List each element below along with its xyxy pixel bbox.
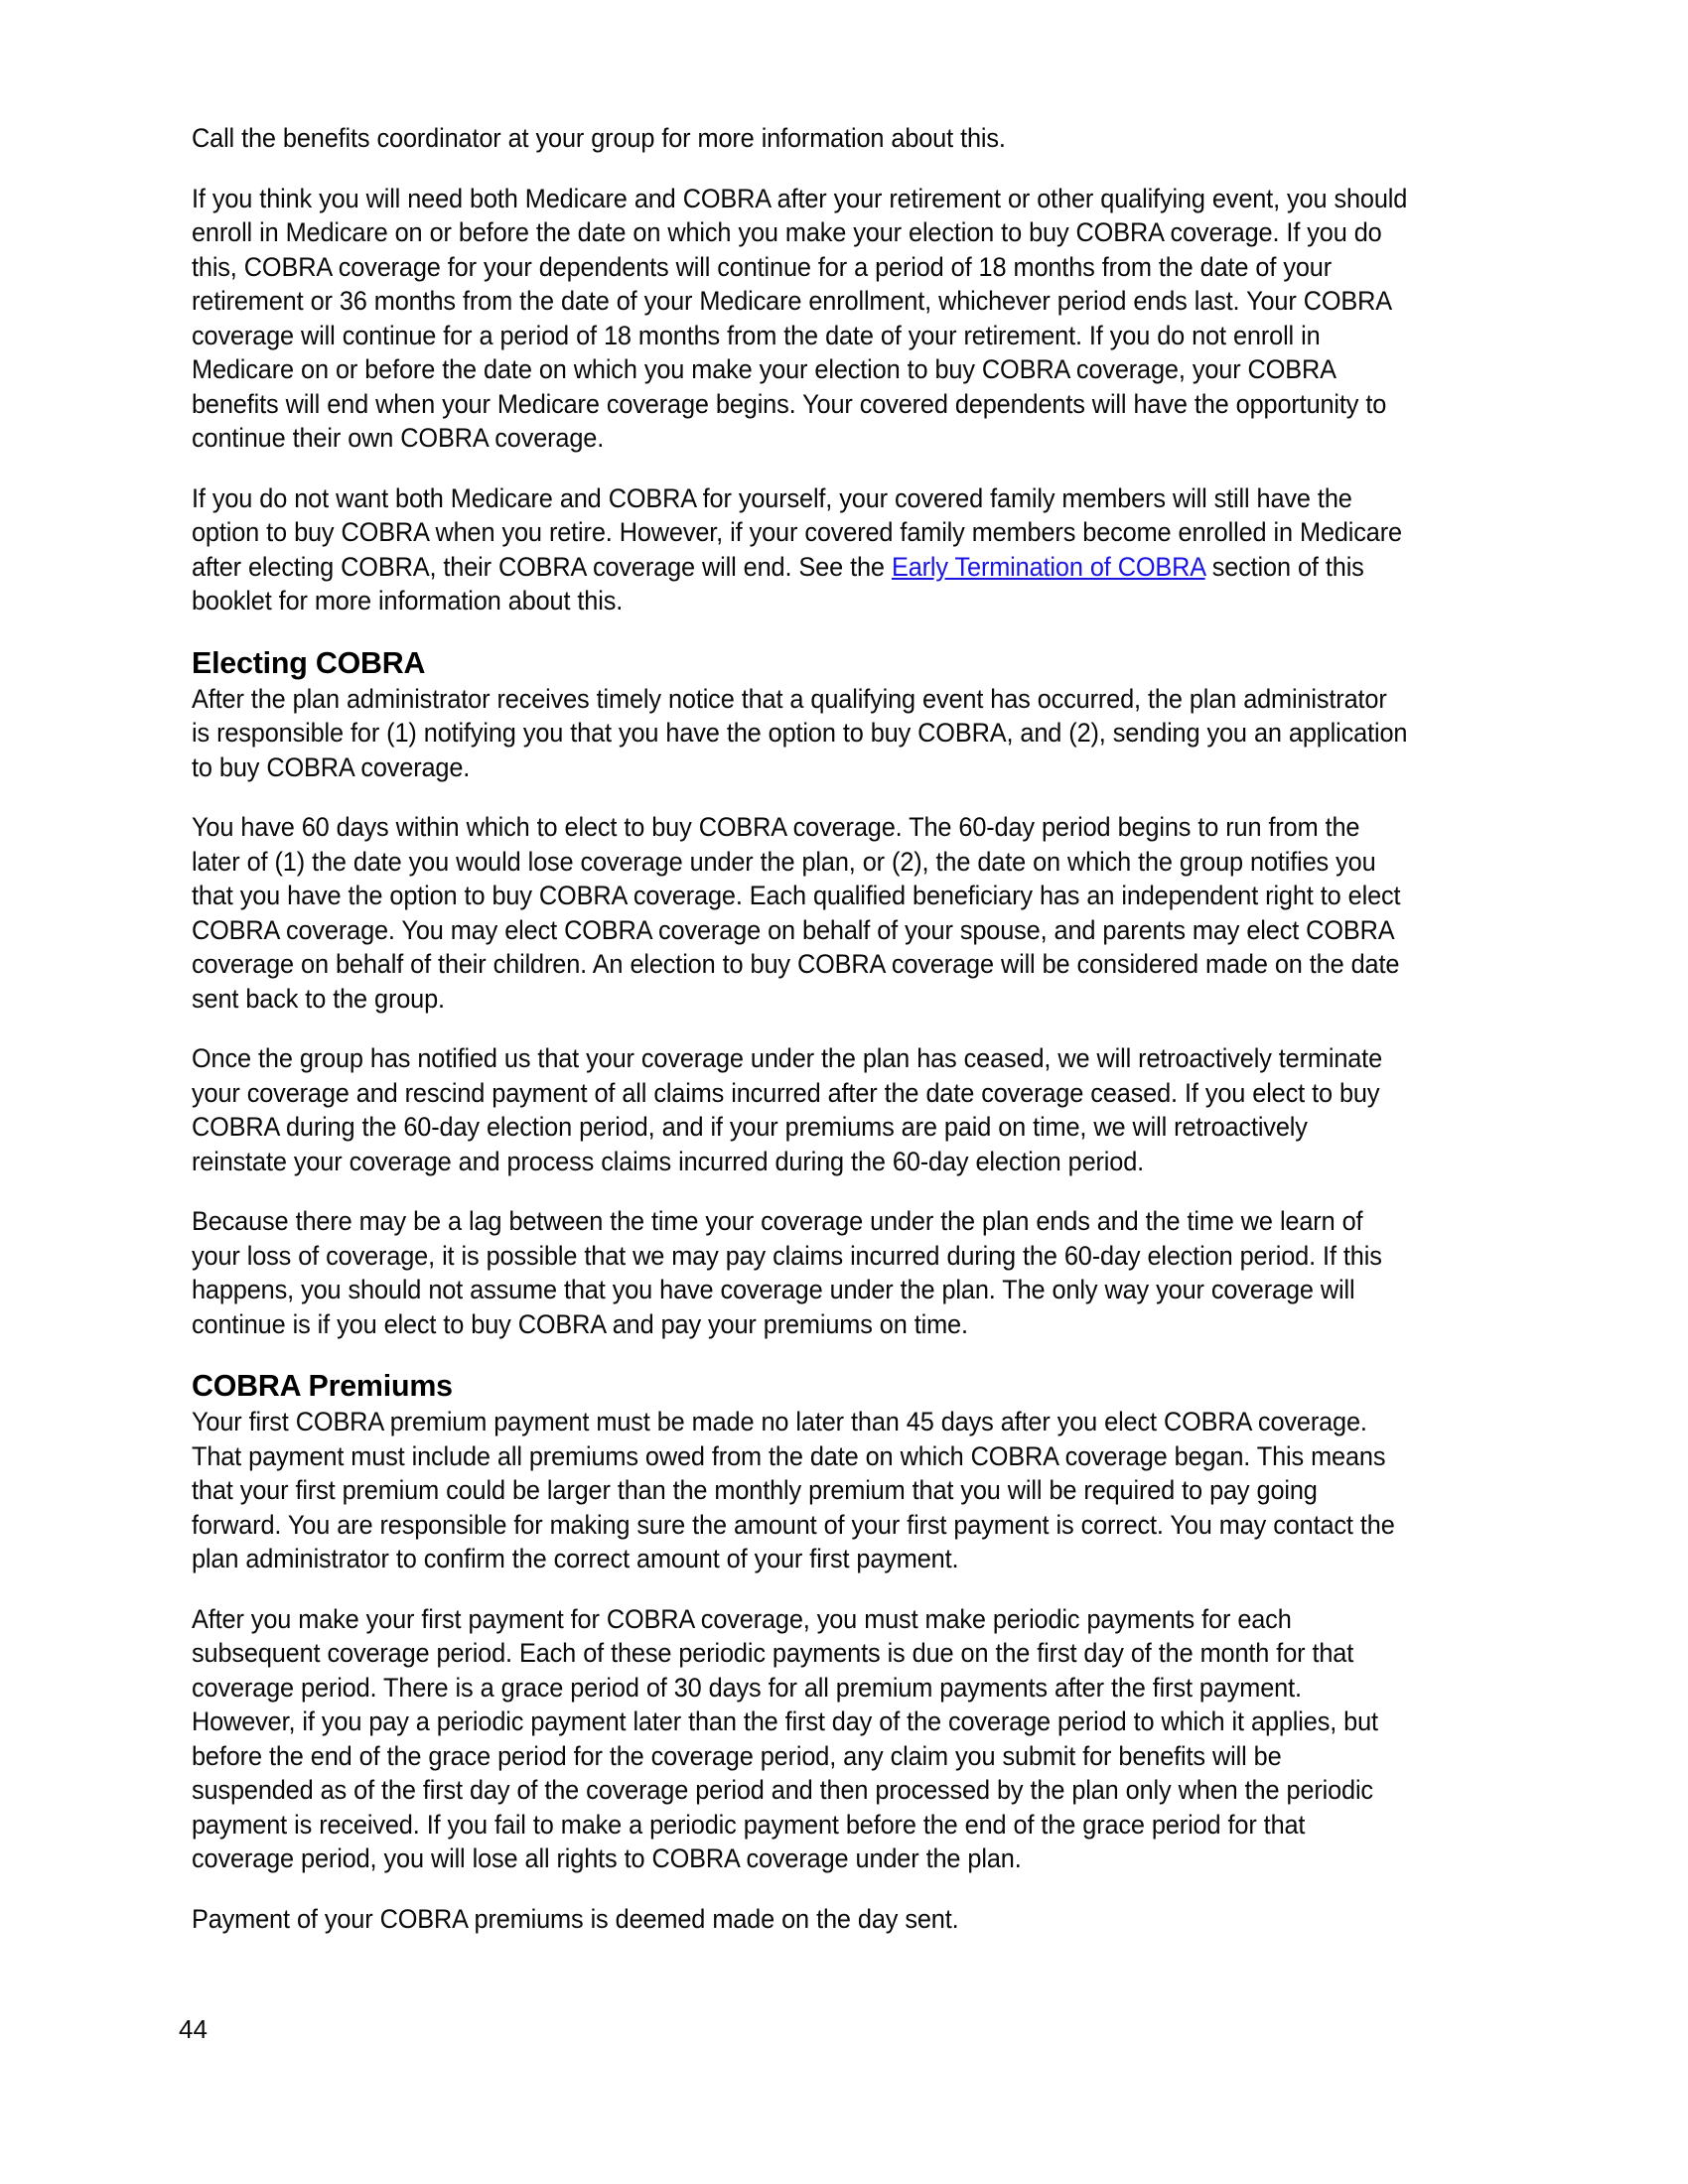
paragraph-premiums-day-sent: Payment of your COBRA premiums is deemed made on the day sent.	[192, 1903, 959, 1934]
paragraph-electing-plan-administrator: After the plan administrator receives timely notice that a qualifying event has occurred, the plan administrator is responsible for (1) notifying you that you have the option to buy COBRA, and (2), sending you an application to buy COBRA coverage.	[192, 683, 1408, 782]
paragraph-call-benefits-coordinator: Call the benefits coordinator at your group for more information about this.	[192, 123, 1006, 153]
paragraph-text-before-link: If you do not want both Medicare and COBRA for yourself, your covered family members will still have the option to buy COBRA when you retire. However, if your covered family members become enrolled in Medicare after electing COBRA, their COBRA coverage will end. See the	[192, 482, 1402, 582]
heading-cobra-premiums: COBRA Premiums	[192, 1368, 453, 1403]
paragraph-electing-retroactive: Once the group has notified us that your coverage under the plan has ceased, we will retroactively terminate your coverage and rescind payment of all claims incurred after the date coverage ceased. If you elect to buy COBRA during the 60-day election period, and if your premiums are paid on time, we will retroactively reinstate your coverage and process claims incurred during the 60-day election period.	[192, 1043, 1383, 1176]
page-content	[192, 121, 1466, 1962]
early-termination-of-cobra-link[interactable]: Early Termination of COBRA	[891, 551, 1205, 582]
heading-electing-cobra: Electing COBRA	[192, 644, 426, 680]
paragraph-electing-lag: Because there may be a lag between the time your coverage under the plan ends and the time we learn of your loss of coverage, it is possible that we may pay claims incurred during the 60-day election period. If this happens, you should not assume that you have coverage under the plan. The only way your coverage will continue is if you elect to buy COBRA and pay your premiums on time.	[192, 1206, 1382, 1339]
paragraph-electing-60-days: You have 60 days within which to elect to buy COBRA coverage. The 60-day period begins to run from the later of (1) the date you would lose coverage under the plan, or (2), the date on which the group notifies you that you have the option to buy COBRA coverage. Each qualified beneficiary has an independent right to elect COBRA coverage. You may elect COBRA coverage on behalf of your spouse, and parents may elect COBRA coverage on behalf of their children. An election to buy COBRA coverage will be considered made on the date sent back to the group.	[192, 812, 1401, 1014]
paragraph-premiums-periodic-payments: After you make your first payment for COBRA coverage, you must make periodic payments for each subsequent coverage period. Each of these periodic payments is due on the first day of the month for that coverage period. There is a grace period of 30 days for all premium payments after the first payment. However, if you pay a periodic payment later than the first day of the coverage period to which it applies, but before the end of the grace period for the coverage period, any claim you submit for benefits will be suspended as of the first day of the coverage period and then processed by the plan only when the periodic payment is received. If you fail to make a periodic payment before the end of the grace period for that coverage period, you will lose all rights to COBRA coverage under the plan.	[192, 1603, 1378, 1873]
page-number: 44	[179, 2014, 208, 2044]
paragraph-medicare-and-cobra: If you think you will need both Medicare and COBRA after your retirement or other qualifying event, you should enroll in Medicare on or before the date on which you make your election to buy COBRA coverage. If you do this, COBRA coverage for your dependents will continue for a period of 18 months from the date of your retirement or 36 months from the date of your Medicare enrollment, whichever period ends last. Your COBRA coverage will continue for a period of 18 months from the date of your retirement. If you do not enroll in Medicare on or before the date on which you make your election to buy COBRA coverage, your COBRA benefits will end when your Medicare coverage begins. Your covered dependents will have the opportunity to continue their own COBRA coverage.	[192, 183, 1408, 453]
paragraph-text-after-link: section of this booklet for more information about this.	[192, 551, 1364, 615]
paragraph-premiums-first-payment: Your first COBRA premium payment must be made no later than 45 days after you elect COBRA coverage. That payment must include all premiums owed from the date on which COBRA coverage began. This means that your first premium could be larger than the monthly premium that you will be required to pay going forward. You are responsible for making sure the amount of your first payment is correct. You may contact the plan administrator to confirm the correct amount of your first payment.	[192, 1407, 1395, 1573]
paragraph-family-members-medicare	[192, 481, 1408, 618]
